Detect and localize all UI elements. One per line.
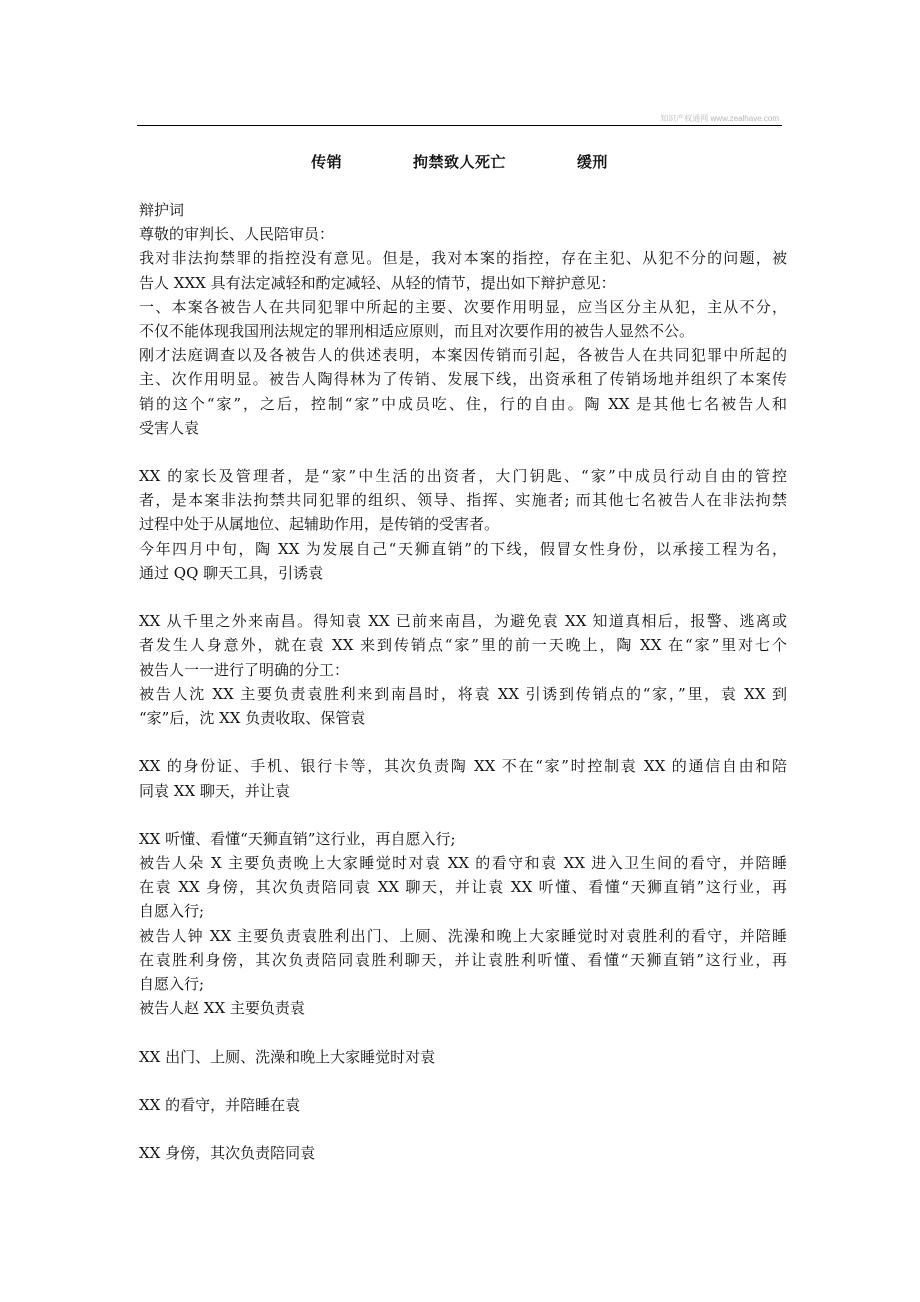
body-line: XX 的看守，并陪睡在袁 (139, 1095, 301, 1114)
body-line: 告人 XXX 具有法定减轻和酌定减轻、从轻的情节，提出如下辩护意见： (139, 273, 616, 292)
blank-line (139, 1117, 787, 1141)
body-line: 自愿入行; (139, 975, 205, 993)
body-line: 过程中处于从属地位、起辅助作用，是传销的受害者。 (139, 515, 500, 534)
blank-line (139, 803, 787, 827)
body-line: XX 的家长及管理者，是“家”中生活的出资者，大门钥匙、“家”中成员行动自由的管控 (139, 467, 787, 486)
blank-line (139, 730, 787, 754)
body-line: 者发生人身意外，就在袁 XX 来到传销点“家”里的前一天晚上，陶 XX 在“家”里对七个 (139, 636, 787, 655)
header-rule (137, 125, 782, 126)
blank-line (139, 585, 787, 609)
blank-line (139, 1020, 787, 1044)
body-line: 被告人沈 XX 主要负责袁胜利来到南昌时，将袁 XX 引诱到传销点的“家，”里，袁 XX 到 (139, 684, 787, 703)
body-line: 主、次作用明显。被告人陶得林为了传销、发展下线，出资承租了传销场地并组织了本案传 (139, 370, 787, 389)
document-title: 传销 拘禁致人死亡 缓刑 (311, 153, 608, 171)
blank-line (139, 1069, 787, 1093)
header-site-note: 知识产权通网 www.zealhave.com (660, 114, 779, 123)
body-line: XX 从千里之外来南昌。得知袁 XX 已前来南昌，为避免袁 XX 知道真相后，报警、逃离或 (139, 612, 787, 631)
body-line: 受害人袁 (139, 418, 200, 437)
body-line: XX 出门、上厕、洗澡和晚上大家睡觉时对袁 (139, 1047, 436, 1066)
body-line: 辩护词 (139, 201, 185, 219)
body-line: XX 听懂、看懂“天狮直销”这行业，再自愿入行; (139, 829, 456, 848)
document-body (139, 198, 787, 1166)
body-line: “家”后，沈 XX 负责收取、保管袁 (139, 708, 366, 727)
body-line: 不仅不能体现我国刑法规定的罪刑相适应原则，而且对次要作用的被告人显然不公。 (139, 321, 695, 340)
body-line: 被告人钟 XX 主要负责袁胜利出门、上厕、洗澡和晚上大家睡觉时对袁胜利的看守，并陪睡 (139, 926, 787, 945)
body-line: 今年四月中旬，陶 XX 为发展自己“天狮直销”的下线，假冒女性身份，以承接工程为名， (139, 539, 787, 558)
body-line: 被告人一一进行了明确的分工： (139, 660, 350, 679)
body-line: 我对非法拘禁罪的指控没有意见。但是，我对本案的指控，存在主犯、从犯不分的问题，被 (139, 249, 787, 268)
body-line: 自愿入行; (139, 902, 205, 921)
body-line: 被告人朵 X 主要负责晚上大家睡觉时对袁 XX 的看守和袁 XX 进入卫生间的看守，并陪睡 (139, 854, 787, 873)
body-line: 销的这个“家”，之后，控制“家”中成员吃、住，行的自由。陶 XX 是其他七名被告人和 (139, 394, 787, 413)
body-line: 通过 QQ 聊天工具，引诱袁 (139, 563, 324, 582)
body-line: 一、本案各被告人在共同犯罪中所起的主要、次要作用明显，应当区分主从犯，主从不分， (139, 297, 787, 316)
body-line: 在袁胜利身傍，其次负责陪同袁胜利聊天，并让袁胜利听懂、看懂“天狮直销”这行业，再 (139, 950, 787, 969)
body-line: XX 身傍，其次负责陪同袁 (139, 1144, 316, 1163)
body-line: 者，是本案非法拘禁共同犯罪的组织、领导、指挥、实施者; 而其他七名被告人在非法拘禁 (139, 491, 787, 510)
body-line: 尊敬的审判长、人民陪审员： (139, 225, 335, 244)
body-line: 被告人赵 XX 主要负责袁 (139, 999, 305, 1018)
body-line: 刚才法庭调查以及各被告人的供述表明，本案因传销而引起，各被告人在共同犯罪中所起的 (139, 346, 787, 365)
body-line: 同袁 XX 聊天，并让袁 (139, 781, 290, 800)
body-line: 在袁 XX 身傍，其次负责陪同袁 XX 聊天，并让袁 XX 听懂、看懂“天狮直销”这行业，再 (139, 878, 787, 897)
blank-line (139, 440, 787, 464)
body-line: XX 的身份证、手机、银行卡等，其次负责陶 XX 不在“家”时控制袁 XX 的通信自由和陪 (139, 757, 787, 776)
